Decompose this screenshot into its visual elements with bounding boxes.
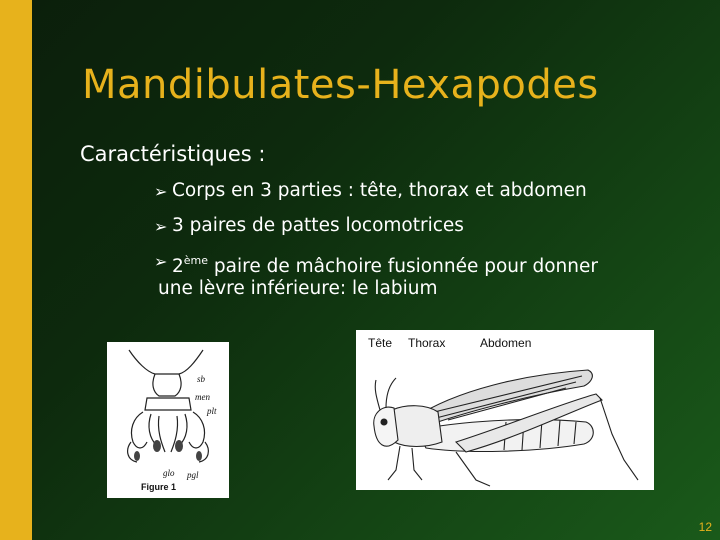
slide-subtitle: Caractéristiques :	[80, 142, 266, 166]
bullet-text: 2ème paire de mâchoire fusionnée pour donner une lèvre inférieure: le labium	[158, 254, 598, 299]
bullet-text: 3 paires de pattes locomotrices	[172, 215, 464, 236]
bullet-item	[154, 250, 694, 300]
grasshopper-figure	[356, 330, 654, 490]
figure-label: plt	[207, 406, 217, 416]
arrow-bullet-icon: ➢	[154, 182, 168, 201]
bullet-text: Corps en 3 parties : tête, thorax et abdomen	[172, 180, 587, 201]
arrow-bullet-icon: ➢	[154, 252, 168, 271]
left-accent-bar	[0, 0, 32, 540]
figure-label: sb	[197, 374, 206, 384]
page-number: 12	[698, 520, 712, 534]
bullet-continuation: une lèvre inférieure: le labium	[158, 278, 438, 299]
grasshopper-drawing	[356, 330, 654, 490]
figure-label: men	[195, 392, 210, 402]
figure-label-head: Tête	[368, 336, 393, 350]
figure-label-abdomen: Abdomen	[480, 336, 532, 350]
bullet-item	[154, 215, 694, 238]
slide-title: Mandibulates-Hexapodes	[82, 62, 599, 108]
figure-label: pgl	[187, 470, 199, 480]
figure-label-thorax: Thorax	[408, 336, 446, 350]
labium-figure	[107, 342, 229, 498]
arrow-bullet-icon: ➢	[154, 217, 168, 236]
figure-caption: Figure 1	[141, 482, 177, 492]
bullet-item	[154, 180, 694, 203]
figure-label: glo	[163, 468, 175, 478]
bullet-list	[154, 180, 694, 312]
superscript: ème	[183, 254, 209, 267]
